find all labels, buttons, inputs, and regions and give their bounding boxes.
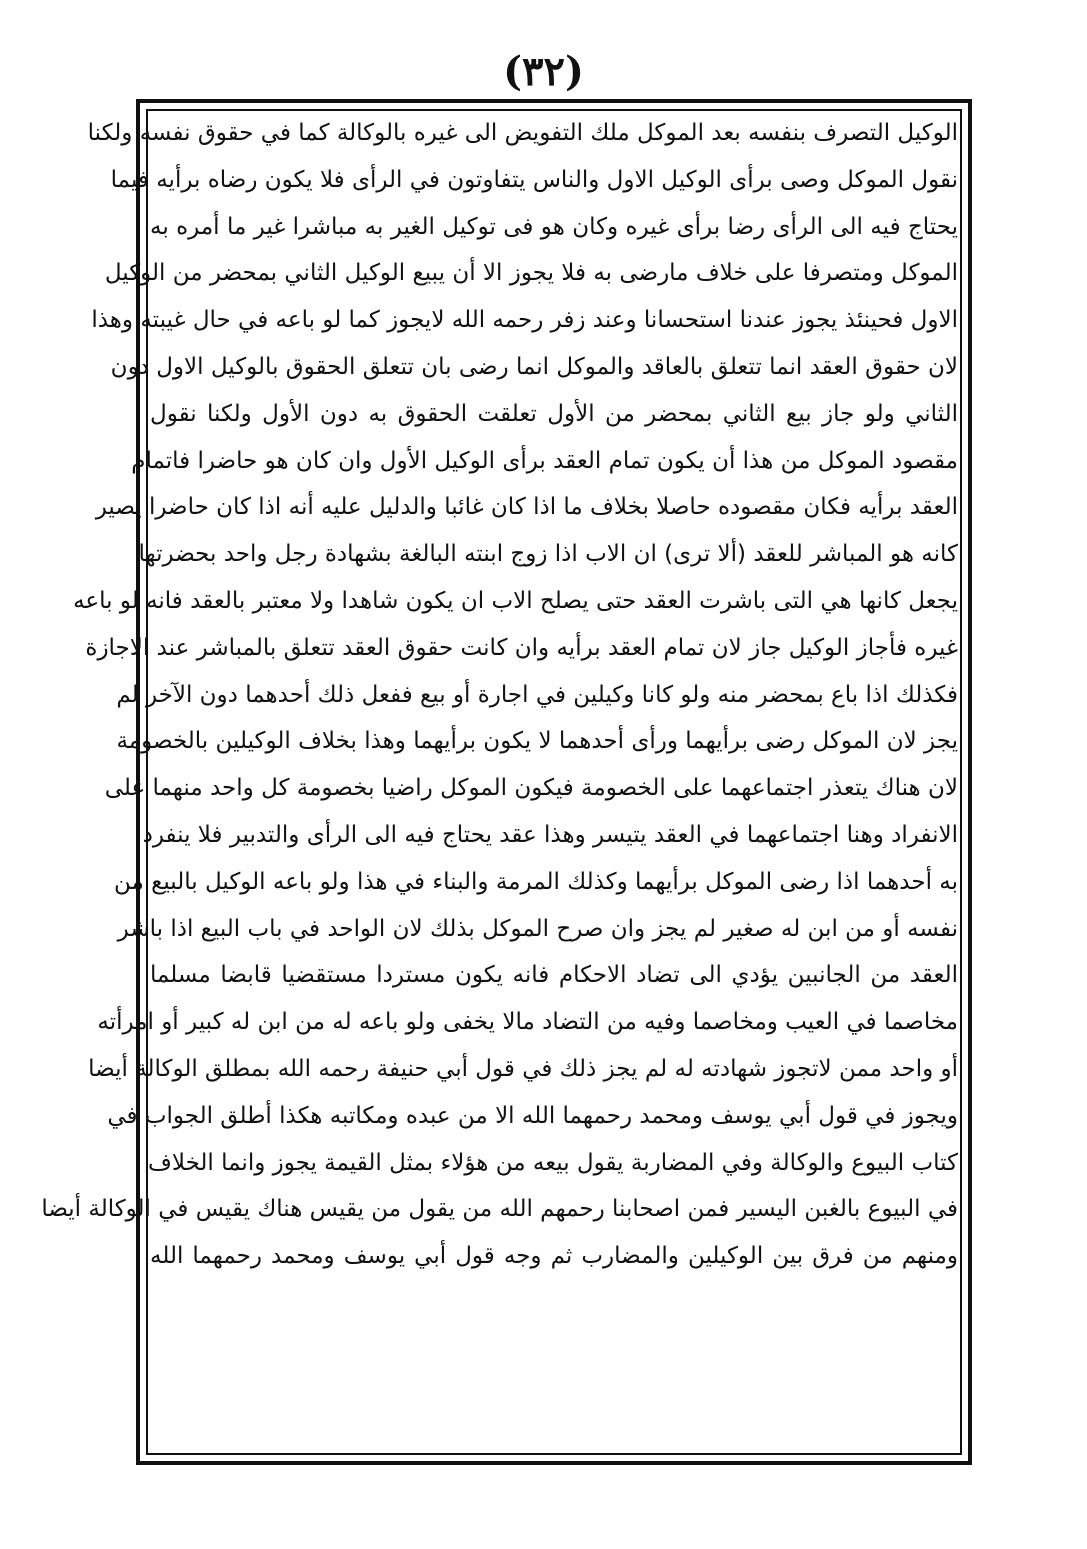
text-line: فكذلك اذا باع بمحضر منه ولو كانا وكيلين في اجارة أو بيع ففعل ذلك أحدهما دون الآخر لم (116, 681, 958, 708)
body-text (41, 110, 958, 1280)
text-line: يجز لان الموكل رضى برأيهما ورأى أحدهما لا يكون برأيهما وهذا بخلاف الوكيلين بالخصومة (116, 728, 958, 755)
text-line: الوكيل التصرف بنفسه بعد الموكل ملك التفويض الى غيره بالوكالة كما في حقوق نفسه ولكنا (87, 120, 958, 146)
text-line: كانه هو المباشر للعقد (ألا ترى) ان الاب اذا زوج ابنته البالغة بشهادة رجل واحد بحضرتها (138, 541, 958, 568)
text-line: الاول فحينئذ يجوز عندنا استحسانا وعند زفر رحمه الله لايجوز كما لو باعه في حال غيبته وهذا (91, 307, 958, 334)
text-line: العقد من الجانبين يؤدي الى تضاد الاحكام فانه يكون مستردا مستقضيا قابضا مسلما (150, 962, 958, 989)
text-line: أو واحد ممن لاتجوز شهادته له لم يجز ذلك في قول أبي حنيفة رحمه الله بمطلق الوكالة أيضا (88, 1055, 958, 1082)
text-line: غيره فأجاز الوكيل جاز لان تمام العقد برأيه وان كانت حقوق العقد تتعلق بالمباشر عند الاجازة (85, 634, 958, 661)
text-line: به أحدهما اذا رضى الموكل برأيهما وكذلك المرمة والبناء في هذا ولو باعه الوكيل بالبيع من (113, 868, 958, 895)
text-line: كتاب البيوع والوكالة وفي المضاربة يقول بيعه من هؤلاء بمثل القيمة يجوز وانما الخلاف (148, 1149, 958, 1176)
text-line: لان حقوق العقد انما تتعلق بالعاقد والموكل انما رضى بان تتعلق الحقوق بالوكيل الاول دون (110, 353, 958, 380)
text-line: ويجوز في قول أبي يوسف ومحمد رحمهما الله الا من عبده ومكاتبه هكذا أطلق الجواب في (107, 1102, 958, 1129)
text-line: الثاني ولو جاز بيع الثاني بمحضر من الأول تعلقت الحقوق به دون الأول ولكنا نقول (150, 400, 958, 427)
text-line: العقد برأيه فكان مقصوده حاصلا بخلاف ما اذا كان غائبا والدليل عليه أنه اذا كان حاضرا يصير (95, 494, 958, 521)
text-line: لان هناك يتعذر اجتماعهما على الخصومة فيكون الموكل راضيا بخصومة كل واحد منهما على (104, 775, 958, 802)
text-line: يحتاج فيه الى الرأى رضا برأى غيره وكان هو فى توكيل الغير به مباشرا غير ما أمره به (150, 213, 958, 240)
text-line: الانفراد وهنا اجتماعهما في العقد يتيسر وهذا عقد يحتاج فيه الى الرأى والتدبير فلا ينفرد (142, 821, 958, 848)
text-line: ومنهم من فرق بين الوكيلين والمضارب ثم وجه قول أبي يوسف ومحمد رحمهما الله (150, 1243, 958, 1270)
text-line: يجعل كانها هي التى باشرت العقد حتى يصلح الاب ان يكون شاهدا ولا معتبر بالعقد فانه لو باعه (73, 587, 958, 614)
text-line: نقول الموكل وصى برأى الوكيل الاول والناس يتفاوتون في الرأى فلا يكون رضاه برأيه فيما (110, 166, 958, 193)
text-line: الموكل ومتصرفا على خلاف مارضى به فلا يجوز الا أن يبيع الوكيل الثاني بمحضر من الوكيل (104, 260, 958, 287)
text-line: مخاصما في العيب ومخاصما وفيه من التضاد مالا يخفى ولو باعه له من ابن له كبير أو امرأته (97, 1009, 958, 1036)
page-number: (٣٢) (503, 48, 584, 95)
text-line: نفسه أو من ابن له صغير لم يجز وان صرح الموكل بذلك لان الواحد في باب البيع اذا باشر (117, 915, 958, 942)
text-line: في البيوع بالغبن اليسير فمن اصحابنا رحمهم الله من يقول من يقيس هناك يقيس في الوكالة أيضا (41, 1196, 958, 1223)
text-line: مقصود الموكل من هذا أن يكون تمام العقد برأى الوكيل الأول وان كان هو حاضرا فاتمام (131, 447, 958, 474)
